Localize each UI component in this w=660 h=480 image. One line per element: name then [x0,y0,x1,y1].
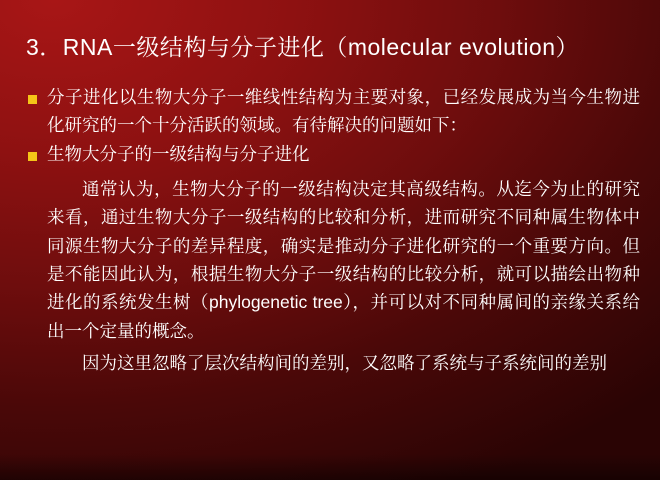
slide-body [28,84,640,377]
square-bullet-icon [28,95,37,104]
body-paragraph: 因为这里忽略了层次结构间的差别，又忽略了系统与子系统间的差别 [82,352,607,373]
list-item [28,141,640,169]
list-item [28,84,640,139]
list-item-label: 分子进化以生物大分子一维线性结构为主要对象，已经发展成为当今生物进化研究的一个十分活跃的领域。有待解决的问题如下： [47,87,640,135]
body-paragraph: 通常认为，生物大分子的一级结构决定其高级结构。从迄今为止的研究来看，通过生物大分子一级结构的比较和分析，进而研究不同种属生物体中同源生物大分子的差异程度，确实是推动分子进化研究的一个重要方向。但是不能因此认为，根据生物大分子一级结构的比较分析，就可以描绘出物种进化的系统发生树（phylogenetic tree），并可以对不同种属间的亲缘关系给出一个定量的概念。 [47,178,640,341]
square-bullet-icon [28,152,37,161]
slide-title: 3．RNA一级结构与分子进化（molecular evolution） [26,34,580,60]
list-item-label: 生物大分子的一级结构与分子进化 [47,144,310,165]
